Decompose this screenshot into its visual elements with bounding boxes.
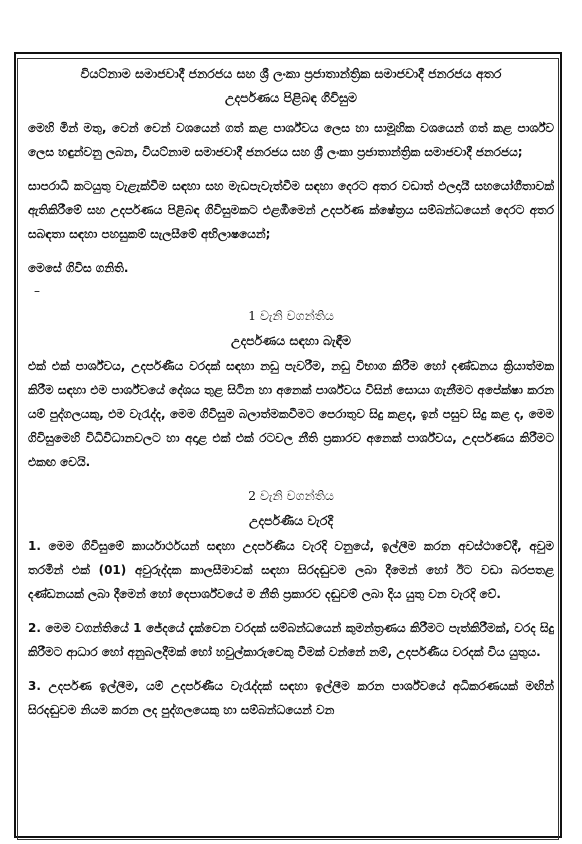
section-2-paragraph-2: 2. මෙම වගන්තියේ 1 ජේදයේ දැක්වෙන වරදක් සම්බන්ධයෙන් කුමන්ත්‍රණය කිරීමට පැත්කිරීමක්, වරද සිදු කිරීමට ආධාර හෝ අනුබලදීමක් හෝ හවුල්කාරුවෙකු වීමක් වන්නේ නම්, උදර්පණීය වරදක් විය යුතුය. [28,621,554,659]
section-2-paragraph-3: 3. උදර්පණ ඉල්ලීම, යම් උදර්පණීය වැරැද්දක් සඳහා ඉල්ලීම කරන පාර්ශ්වයේ අධිකරණයක් මඟින් සිරදඬුවම නියම කරන ලද පුද්ගලයෙකු හා සම්බන්ධයෙන් වන [28,679,554,717]
document-title-line-2: උදර්පණය පිළිබඳ ගිවිසුම [224,90,358,105]
section-2-paragraph-1: 1. මෙම ගිවිසුමේ කාර්යාර්ථයන් සඳහා උදර්පණීය වැරදි වනුයේ, ඉල්ලීම කරන අවස්ථාවේදී, අවුම තරමින් එක් (01) අවුරුද්දක කාලසීමාවක් සඳහා සිරදඬුවම ලබා දීමෙන් හෝ ඊට වඩා බරපතළ දණ්ඩනයක් ලබා දීමෙන් හෝ දෙපාර්ශ්වයේ ම නීති ප්‍රකාරව දඬුවම් ලබා දිය යුතු වන වැරදි වේ. [28,539,554,601]
document-body [28,62,554,722]
separator-dash: – [34,284,40,298]
preamble-paragraph-3: මෙසේ ගිවිස ගනිති. [28,261,129,275]
section-1-number: 1 වැනි වගන්තිය [248,308,334,323]
preamble-paragraph-1: මෙහි මින් මතු, වෙන් වෙන් වශයෙන් ගත් කළ පාර්ශ්වය ලෙස හා සාමූහික වශයෙන් ගත් කළ පාර්ශ්ව ලෙස හඳුන්වනු ලබන, වියට්නාම සමාජවාදී ජනරජය සහ ශ්‍රී ලංකා ප්‍රජාතාන්ත්‍රික සමාජවාදී ජනරජය; [28,121,554,159]
section-2-number: 2 වැනි වගන්තිය [248,488,334,503]
section-1-paragraph-1: එක් එක් පාර්ශ්වය, උදර්පණීය වරදක් සඳහා නඩු පැවරීම, නඩු විභාග කිරීම හෝ දණ්ඩනය ක්‍රියාත්මක කිරීම සඳහා එම පාර්ශ්වයේ දේශය තුළ සිටින හා අනෙක් පාර්ශ්වය විසින් සොයා ගැනීමට අපේක්ෂා කරන යම් පුද්ගලයකු, එම වැරැද්ද, මෙම ගිවිසුම බලාත්මකවීමට පෙරාතුව සිදු කළද, ඉන් පසුව සිදු කළ ද, මෙම ගිවිසුමෙහි විධිවිධානවලට හා අදාළ එක් එක් රටවල නීති ප්‍රකාරව අනෙක් පාර්ශ්වය, උදර්පණය කිරීමට එකඟ වෙයි. [28,359,554,469]
document-title-line-1: වියට්නාම සමාජවාදී ජනරජය සහ ශ්‍රී ලංකා ප්‍රජාතාන්ත්‍රික සමාජවාදී ජනරජය අතර [80,66,502,81]
section-1-heading: උදර්පණය සඳහා බැඳීම [231,333,351,348]
section-2-heading: උදර්පණීය වැරදි [248,513,334,528]
preamble-paragraph-2: සාපරාධී කටයුතු වැළැක්වීම සඳහා සහ මැඩපැවැත්වීම සඳහා දෙරට අතර වඩාත් ඵලදායී සහයෝගීතාවක් ඇතිකිරීමේ සහ උදර්පණය පිළිබඳ ගිවිසුමකට එළඹීමෙන් උදර්පණ ක්ෂේත්‍රය සම්බන්ධයෙන් දෙරට අතර සබඳතා සඳහා පහසුකම් සැලසීමේ අභිලාෂයෙන්; [28,179,554,241]
